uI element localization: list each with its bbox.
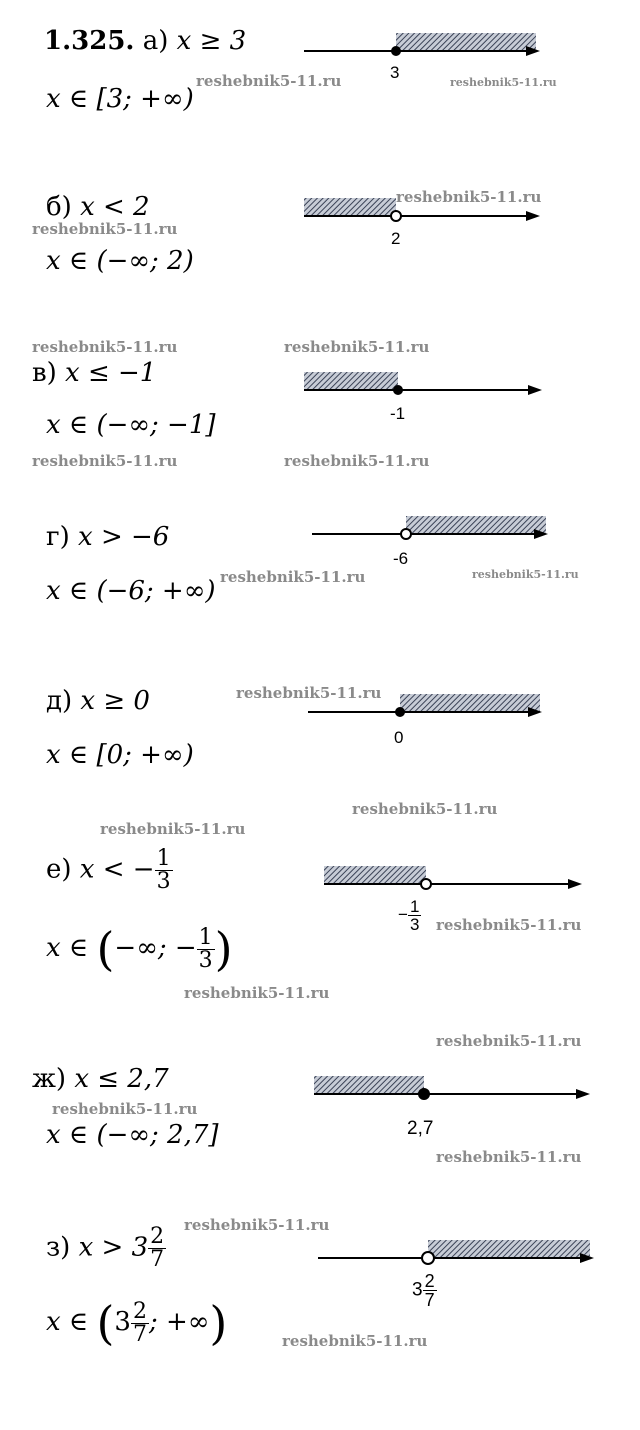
- item-f-numerator: 1: [156, 846, 171, 871]
- item-h-inequality: x > 3: [78, 1232, 149, 1263]
- item-b-label: б): [46, 192, 72, 222]
- tick-label-h-whole: 3: [412, 1279, 423, 1301]
- item-f-label: е): [46, 854, 72, 885]
- item-h-denominator: 7: [150, 1247, 165, 1272]
- watermark: reshebnik5-11.ru: [282, 1332, 428, 1350]
- item-h-answer-prefix: x ∈: [46, 1307, 89, 1337]
- watermark: reshebnik5-11.ru: [196, 72, 342, 90]
- watermark: reshebnik5-11.ru: [396, 188, 542, 206]
- item-h-numerator: 2: [150, 1224, 165, 1249]
- tick-label-h: [412, 1272, 437, 1309]
- item-e-inequality: x ≥ 0: [80, 686, 150, 716]
- item-c-inequality: x ≤ −1: [65, 358, 157, 388]
- item-d-answer: x ∈ (−6; +∞): [46, 576, 216, 606]
- watermark: reshebnik5-11.ru: [436, 1148, 582, 1166]
- watermark: reshebnik5-11.ru: [220, 568, 366, 586]
- item-h-answer-tail: ; +∞: [148, 1307, 210, 1337]
- item-e-label: д): [46, 686, 73, 716]
- item-g-label: ж): [32, 1064, 67, 1094]
- watermark: reshebnik5-11.ru: [100, 820, 246, 838]
- watermark: reshebnik5-11.ru: [32, 338, 178, 356]
- item-a-inequality: x ≥ 3: [176, 26, 247, 56]
- tick-label-f-sign: −: [398, 904, 408, 924]
- tick-label-f-denominator: 3: [409, 915, 420, 934]
- watermark: reshebnik5-11.ru: [32, 452, 178, 470]
- tick-label-f-numerator: 1: [409, 897, 420, 916]
- watermark: reshebnik5-11.ru: [32, 220, 178, 238]
- item-d-inequality: x > −6: [78, 522, 170, 552]
- watermark: reshebnik5-11.ru: [472, 568, 579, 581]
- open-point-h: [422, 1252, 434, 1264]
- watermark: reshebnik5-11.ru: [352, 800, 498, 818]
- watermark: reshebnik5-11.ru: [450, 76, 557, 89]
- tick-label-h-fraction: [423, 1272, 437, 1309]
- item-h-answer: x ∈ (3 $\frac{2}{7}$ ; +∞): [46, 1296, 228, 1350]
- watermark: reshebnik5-11.ru: [284, 452, 430, 470]
- item-f-inequality: x < −: [79, 854, 155, 885]
- tick-label-b: 2: [391, 229, 401, 248]
- item-h-answer-numerator: 2: [132, 1298, 147, 1324]
- item-f-denominator: 3: [156, 869, 171, 894]
- item-c-label: в): [32, 358, 57, 388]
- watermark: reshebnik5-11.ru: [236, 684, 382, 702]
- watermark: reshebnik5-11.ru: [284, 338, 430, 356]
- item-h-answer-whole: 3: [114, 1307, 131, 1337]
- watermark: reshebnik5-11.ru: [436, 1032, 582, 1050]
- item-f-answer: x ∈ (−∞; − $\frac{1}{3}$ ): [46, 922, 233, 976]
- watermark: reshebnik5-11.ru: [436, 916, 582, 934]
- item-b-inequality: x < 2: [80, 192, 150, 222]
- tick-label-d: -6: [393, 549, 409, 568]
- shaded-region-h: [428, 1240, 590, 1258]
- item-h-label: з): [46, 1232, 71, 1263]
- item-f-answer-numerator: 1: [198, 924, 213, 950]
- tick-label-c: -1: [390, 404, 406, 423]
- item-a-label: а): [142, 26, 169, 56]
- tick-label-a: 3: [390, 63, 400, 82]
- item-f-answer-inner: −∞; −: [114, 933, 197, 963]
- tick-label-h-denominator: 7: [424, 1290, 435, 1310]
- item-g-inequality: x ≤ 2,7: [74, 1064, 169, 1094]
- item-c-answer: x ∈ (−∞; −1]: [46, 410, 216, 440]
- item-g-answer: x ∈ (−∞; 2,7]: [46, 1120, 219, 1150]
- watermark: reshebnik5-11.ru: [52, 1100, 198, 1118]
- tick-label-e: 0: [394, 728, 404, 747]
- tick-label-g: 2,7: [407, 1118, 434, 1139]
- item-d-label: г): [46, 522, 70, 552]
- item-f-answer-denominator: 3: [198, 947, 213, 973]
- item-f-answer-prefix: x ∈: [46, 933, 89, 963]
- item-e-answer: x ∈ [0; +∞): [46, 740, 194, 770]
- watermark: reshebnik5-11.ru: [184, 1216, 330, 1234]
- item-b-answer: x ∈ (−∞; 2): [46, 246, 194, 276]
- watermark: reshebnik5-11.ru: [184, 984, 330, 1002]
- item-h-answer-denominator: 7: [132, 1321, 147, 1347]
- item-a-answer: x ∈ [3; +∞): [46, 84, 194, 114]
- tick-label-h-numerator: 2: [424, 1271, 435, 1291]
- problem-number: 1.325.: [44, 26, 135, 56]
